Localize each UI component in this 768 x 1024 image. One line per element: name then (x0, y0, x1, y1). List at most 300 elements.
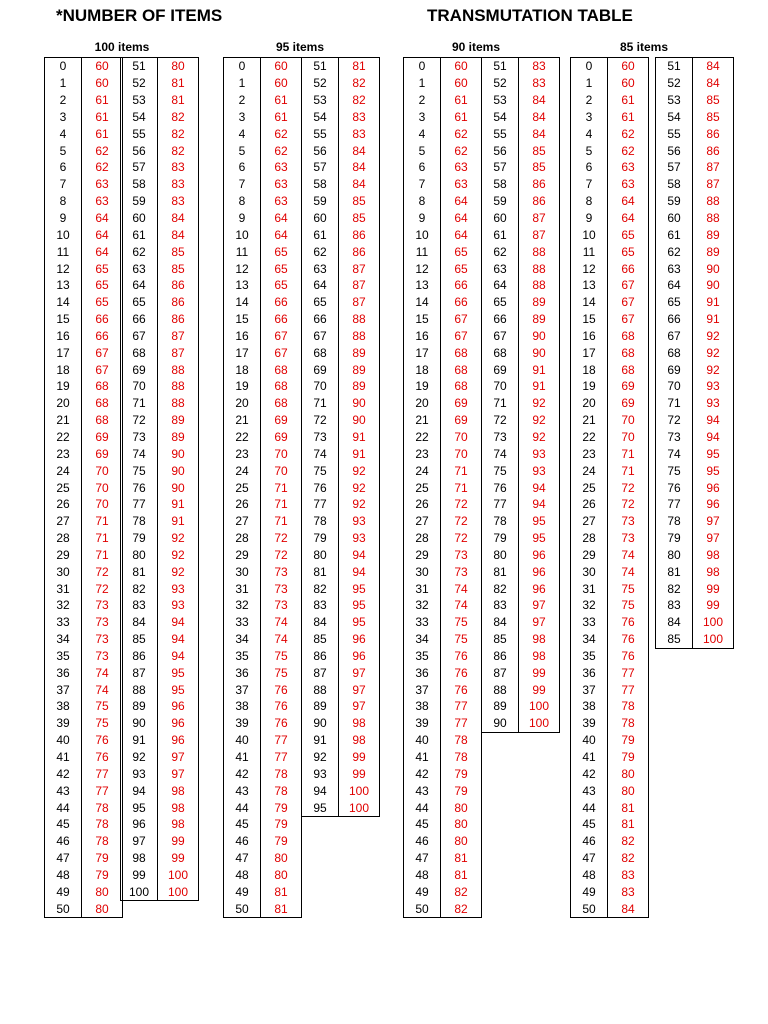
transmuted-grade-cell: 70 (261, 445, 302, 462)
table-row (404, 664, 482, 681)
transmuted-grade-cell: 74 (261, 614, 302, 631)
transmuted-grade-cell: 75 (441, 614, 482, 631)
table-row (224, 361, 302, 378)
transmuted-grade-cell: 94 (519, 496, 560, 513)
table-row (224, 344, 302, 361)
table-row (121, 412, 199, 429)
transmuted-grade-cell: 71 (82, 546, 123, 563)
raw-score-cell: 56 (302, 142, 339, 159)
table-row (121, 816, 199, 833)
transmuted-grade-cell: 63 (82, 176, 123, 193)
raw-score-cell: 84 (656, 614, 693, 631)
transmuted-grade-cell: 86 (158, 311, 199, 328)
raw-score-cell: 83 (656, 597, 693, 614)
raw-score-cell: 48 (224, 867, 261, 884)
raw-score-cell: 43 (571, 782, 608, 799)
transmuted-grade-cell: 60 (261, 58, 302, 75)
transmuted-grade-cell: 79 (608, 749, 649, 766)
raw-score-cell: 79 (302, 530, 339, 547)
transmuted-grade-cell: 76 (261, 681, 302, 698)
raw-score-cell: 65 (121, 294, 158, 311)
table-row (571, 159, 649, 176)
raw-score-cell: 57 (302, 159, 339, 176)
transmuted-grade-cell: 84 (608, 900, 649, 917)
transmuted-grade-cell: 61 (261, 92, 302, 109)
transmuted-grade-cell: 72 (82, 563, 123, 580)
raw-score-cell: 93 (302, 765, 339, 782)
table-row (482, 226, 560, 243)
table-row (571, 462, 649, 479)
group-label: 100 items (94, 40, 150, 54)
transmuted-grade-cell: 99 (339, 765, 380, 782)
table-row (45, 142, 123, 159)
table-row (45, 412, 123, 429)
table-row (224, 664, 302, 681)
raw-score-cell: 1 (45, 75, 82, 92)
raw-score-cell: 54 (302, 109, 339, 126)
table-row (224, 294, 302, 311)
raw-score-cell: 6 (45, 159, 82, 176)
transmuted-grade-cell: 89 (519, 294, 560, 311)
raw-score-cell: 32 (404, 597, 441, 614)
transmuted-grade-cell: 84 (519, 109, 560, 126)
table-row (482, 109, 560, 126)
transmuted-grade-cell: 77 (261, 749, 302, 766)
transmuted-grade-cell: 87 (158, 328, 199, 345)
transmuted-grade-cell: 74 (441, 597, 482, 614)
transmuted-grade-cell: 71 (261, 513, 302, 530)
table-row (224, 328, 302, 345)
transmuted-grade-cell: 83 (158, 193, 199, 210)
table-row (302, 429, 380, 446)
transmuted-grade-cell: 79 (82, 850, 123, 867)
table-row (302, 294, 380, 311)
table-row (121, 294, 199, 311)
transmuted-grade-cell: 95 (339, 614, 380, 631)
transmuted-grade-cell: 72 (608, 479, 649, 496)
table-row (571, 867, 649, 884)
raw-score-cell: 12 (571, 260, 608, 277)
table-row (45, 109, 123, 126)
raw-score-cell: 71 (656, 395, 693, 412)
raw-score-cell: 73 (302, 429, 339, 446)
raw-score-cell: 42 (404, 765, 441, 782)
table-row (224, 311, 302, 328)
transmuted-grade-cell: 64 (441, 210, 482, 227)
table-row (404, 277, 482, 294)
raw-score-cell: 93 (121, 765, 158, 782)
table-row (121, 681, 199, 698)
table-row (482, 597, 560, 614)
transmuted-grade-cell: 97 (339, 664, 380, 681)
transmuted-grade-cell: 60 (441, 58, 482, 75)
raw-score-cell: 87 (482, 664, 519, 681)
transmuted-grade-cell: 96 (158, 732, 199, 749)
raw-score-cell: 8 (45, 193, 82, 210)
transmuted-grade-cell: 84 (519, 125, 560, 142)
table-row (571, 698, 649, 715)
transmuted-grade-cell: 94 (158, 648, 199, 665)
table-row (302, 749, 380, 766)
raw-score-cell: 41 (224, 749, 261, 766)
raw-score-cell: 14 (404, 294, 441, 311)
raw-score-cell: 68 (482, 344, 519, 361)
table-row (482, 462, 560, 479)
table-row (404, 176, 482, 193)
table-row (121, 530, 199, 547)
table-row (121, 328, 199, 345)
raw-score-cell: 49 (224, 883, 261, 900)
table-row (482, 513, 560, 530)
raw-score-cell: 16 (45, 328, 82, 345)
table-row (224, 850, 302, 867)
table-row (302, 681, 380, 698)
table-row (571, 496, 649, 513)
table-row (302, 513, 380, 530)
raw-score-cell: 75 (302, 462, 339, 479)
raw-score-cell: 78 (482, 513, 519, 530)
raw-score-cell: 98 (121, 850, 158, 867)
transmuted-grade-cell: 98 (693, 563, 734, 580)
transmuted-grade-cell: 98 (158, 816, 199, 833)
table-row (571, 277, 649, 294)
raw-score-cell: 37 (571, 681, 608, 698)
transmuted-grade-cell: 60 (608, 75, 649, 92)
transmuted-grade-cell: 68 (608, 328, 649, 345)
table-row (404, 159, 482, 176)
transmutation-column-table (120, 57, 199, 901)
raw-score-cell: 88 (302, 681, 339, 698)
table-row (45, 883, 123, 900)
table-row (404, 412, 482, 429)
transmuted-grade-cell: 88 (519, 277, 560, 294)
raw-score-cell: 22 (45, 429, 82, 446)
transmuted-grade-cell: 78 (441, 749, 482, 766)
transmuted-grade-cell: 92 (519, 395, 560, 412)
transmuted-grade-cell: 69 (261, 429, 302, 446)
transmuted-grade-cell: 89 (339, 344, 380, 361)
table-row (404, 226, 482, 243)
table-row (45, 294, 123, 311)
transmuted-grade-cell: 97 (519, 597, 560, 614)
transmuted-grade-cell: 70 (82, 479, 123, 496)
table-row (302, 715, 380, 732)
raw-score-cell: 64 (482, 277, 519, 294)
transmuted-grade-cell: 81 (339, 58, 380, 75)
raw-score-cell: 59 (656, 193, 693, 210)
transmuted-grade-cell: 83 (519, 58, 560, 75)
table-row (656, 631, 734, 648)
raw-score-cell: 18 (571, 361, 608, 378)
raw-score-cell: 81 (302, 563, 339, 580)
transmuted-grade-cell: 76 (82, 732, 123, 749)
raw-score-cell: 31 (404, 580, 441, 597)
raw-score-cell: 34 (45, 631, 82, 648)
transmutation-column-table (223, 57, 302, 918)
raw-score-cell: 83 (121, 597, 158, 614)
table-row (404, 361, 482, 378)
raw-score-cell: 83 (482, 597, 519, 614)
transmuted-grade-cell: 65 (82, 294, 123, 311)
table-row (302, 648, 380, 665)
transmuted-grade-cell: 81 (608, 799, 649, 816)
transmuted-grade-cell: 63 (608, 176, 649, 193)
transmuted-grade-cell: 95 (519, 513, 560, 530)
raw-score-cell: 75 (482, 462, 519, 479)
table-row (571, 109, 649, 126)
transmuted-grade-cell: 75 (608, 597, 649, 614)
raw-score-cell: 38 (404, 698, 441, 715)
table-row (404, 378, 482, 395)
raw-score-cell: 53 (482, 92, 519, 109)
transmuted-grade-cell: 90 (158, 479, 199, 496)
table-row (224, 614, 302, 631)
table-row (121, 159, 199, 176)
raw-score-cell: 40 (45, 732, 82, 749)
raw-score-cell: 95 (302, 799, 339, 816)
table-row (482, 496, 560, 513)
table-row (404, 75, 482, 92)
raw-score-cell: 62 (121, 243, 158, 260)
raw-score-cell: 25 (404, 479, 441, 496)
table-row (404, 732, 482, 749)
transmuted-grade-cell: 98 (693, 546, 734, 563)
raw-score-cell: 10 (45, 226, 82, 243)
raw-score-cell: 3 (45, 109, 82, 126)
transmuted-grade-cell: 85 (339, 193, 380, 210)
table-row (656, 395, 734, 412)
table-row (224, 715, 302, 732)
table-row (121, 631, 199, 648)
transmuted-grade-cell: 71 (82, 530, 123, 547)
table-row (404, 294, 482, 311)
transmuted-grade-cell: 66 (441, 294, 482, 311)
table-row (121, 58, 199, 75)
raw-score-cell: 67 (302, 328, 339, 345)
table-row (404, 142, 482, 159)
table-row (224, 782, 302, 799)
raw-score-cell: 17 (571, 344, 608, 361)
raw-score-cell: 2 (224, 92, 261, 109)
transmuted-grade-cell: 64 (82, 226, 123, 243)
raw-score-cell: 27 (45, 513, 82, 530)
transmuted-grade-cell: 95 (158, 664, 199, 681)
transmuted-grade-cell: 77 (608, 681, 649, 698)
raw-score-cell: 39 (45, 715, 82, 732)
raw-score-cell: 22 (224, 429, 261, 446)
raw-score-cell: 71 (302, 395, 339, 412)
transmuted-grade-cell: 81 (261, 883, 302, 900)
table-row (482, 395, 560, 412)
transmuted-grade-cell: 90 (693, 260, 734, 277)
table-row (571, 58, 649, 75)
raw-score-cell: 67 (121, 328, 158, 345)
transmuted-grade-cell: 93 (339, 513, 380, 530)
table-row (121, 664, 199, 681)
transmuted-grade-cell: 75 (261, 648, 302, 665)
raw-score-cell: 22 (571, 429, 608, 446)
raw-score-cell: 7 (224, 176, 261, 193)
raw-score-cell: 77 (482, 496, 519, 513)
table-row (571, 395, 649, 412)
transmuted-grade-cell: 98 (519, 631, 560, 648)
table-row (482, 546, 560, 563)
raw-score-cell: 26 (224, 496, 261, 513)
table-row (121, 513, 199, 530)
table-row (482, 92, 560, 109)
raw-score-cell: 8 (404, 193, 441, 210)
table-row (404, 92, 482, 109)
table-row (404, 210, 482, 227)
transmuted-grade-cell: 79 (261, 833, 302, 850)
transmuted-grade-cell: 100 (693, 631, 734, 648)
raw-score-cell: 77 (121, 496, 158, 513)
table-row (571, 176, 649, 193)
transmuted-grade-cell: 84 (339, 159, 380, 176)
raw-score-cell: 9 (224, 210, 261, 227)
transmuted-grade-cell: 61 (608, 92, 649, 109)
table-row (482, 378, 560, 395)
raw-score-cell: 57 (656, 159, 693, 176)
transmuted-grade-cell: 64 (82, 210, 123, 227)
table-row (404, 681, 482, 698)
raw-score-cell: 65 (482, 294, 519, 311)
transmuted-grade-cell: 83 (158, 159, 199, 176)
table-row (482, 311, 560, 328)
raw-score-cell: 31 (224, 580, 261, 597)
raw-score-cell: 1 (571, 75, 608, 92)
transmuted-grade-cell: 64 (441, 226, 482, 243)
transmuted-grade-cell: 98 (519, 648, 560, 665)
table-row (571, 226, 649, 243)
raw-score-cell: 13 (404, 277, 441, 294)
table-row (45, 900, 123, 917)
table-row (404, 883, 482, 900)
transmuted-grade-cell: 84 (339, 176, 380, 193)
table-row (224, 193, 302, 210)
raw-score-cell: 70 (656, 378, 693, 395)
transmuted-grade-cell: 76 (608, 648, 649, 665)
transmuted-grade-cell: 97 (158, 765, 199, 782)
transmuted-grade-cell: 68 (441, 378, 482, 395)
transmuted-grade-cell: 90 (158, 445, 199, 462)
raw-score-cell: 39 (224, 715, 261, 732)
table-row (45, 277, 123, 294)
transmuted-grade-cell: 87 (693, 159, 734, 176)
table-row (224, 883, 302, 900)
raw-score-cell: 72 (302, 412, 339, 429)
raw-score-cell: 27 (404, 513, 441, 530)
table-row (656, 159, 734, 176)
table-row (121, 260, 199, 277)
raw-score-cell: 39 (404, 715, 441, 732)
transmuted-grade-cell: 94 (339, 563, 380, 580)
table-row (571, 749, 649, 766)
raw-score-cell: 55 (121, 125, 158, 142)
transmuted-grade-cell: 80 (441, 816, 482, 833)
transmuted-grade-cell: 80 (441, 799, 482, 816)
table-row (302, 614, 380, 631)
transmuted-grade-cell: 94 (158, 614, 199, 631)
raw-score-cell: 29 (404, 546, 441, 563)
transmuted-grade-cell: 84 (158, 226, 199, 243)
raw-score-cell: 6 (404, 159, 441, 176)
table-row (45, 799, 123, 816)
transmuted-grade-cell: 62 (608, 125, 649, 142)
table-row (45, 833, 123, 850)
raw-score-cell: 8 (224, 193, 261, 210)
transmuted-grade-cell: 78 (82, 833, 123, 850)
raw-score-cell: 47 (45, 850, 82, 867)
transmuted-grade-cell: 61 (82, 125, 123, 142)
transmuted-grade-cell: 92 (339, 462, 380, 479)
transmuted-grade-cell: 68 (261, 361, 302, 378)
table-row (45, 765, 123, 782)
table-row (482, 328, 560, 345)
raw-score-cell: 53 (302, 92, 339, 109)
table-row (224, 597, 302, 614)
raw-score-cell: 23 (45, 445, 82, 462)
raw-score-cell: 16 (224, 328, 261, 345)
raw-score-cell: 69 (302, 361, 339, 378)
table-row (224, 580, 302, 597)
raw-score-cell: 49 (571, 883, 608, 900)
raw-score-cell: 51 (482, 58, 519, 75)
raw-score-cell: 19 (45, 378, 82, 395)
transmuted-grade-cell: 71 (82, 513, 123, 530)
transmuted-grade-cell: 74 (608, 563, 649, 580)
raw-score-cell: 11 (404, 243, 441, 260)
table-row (302, 361, 380, 378)
table-row (45, 328, 123, 345)
raw-score-cell: 50 (571, 900, 608, 917)
raw-score-cell: 66 (302, 311, 339, 328)
transmuted-grade-cell: 97 (519, 614, 560, 631)
table-row (224, 546, 302, 563)
raw-score-cell: 80 (482, 546, 519, 563)
table-row (224, 125, 302, 142)
table-row (656, 328, 734, 345)
transmuted-grade-cell: 82 (441, 900, 482, 917)
table-row (571, 243, 649, 260)
transmuted-grade-cell: 94 (519, 479, 560, 496)
table-row (656, 125, 734, 142)
raw-score-cell: 63 (121, 260, 158, 277)
transmuted-grade-cell: 65 (261, 277, 302, 294)
raw-score-cell: 65 (656, 294, 693, 311)
table-row (224, 395, 302, 412)
raw-score-cell: 56 (121, 142, 158, 159)
raw-score-cell: 0 (224, 58, 261, 75)
raw-score-cell: 46 (571, 833, 608, 850)
raw-score-cell: 74 (656, 445, 693, 462)
transmuted-grade-cell: 89 (519, 311, 560, 328)
table-row (45, 546, 123, 563)
transmuted-grade-cell: 67 (82, 361, 123, 378)
transmuted-grade-cell: 96 (519, 563, 560, 580)
table-row (571, 479, 649, 496)
raw-score-cell: 67 (656, 328, 693, 345)
raw-score-cell: 84 (482, 614, 519, 631)
raw-score-cell: 92 (121, 749, 158, 766)
raw-score-cell: 85 (656, 631, 693, 648)
table-row (45, 226, 123, 243)
table-row (45, 648, 123, 665)
table-row (45, 681, 123, 698)
transmuted-grade-cell: 95 (339, 580, 380, 597)
transmuted-grade-cell: 72 (441, 513, 482, 530)
transmuted-grade-cell: 90 (339, 412, 380, 429)
